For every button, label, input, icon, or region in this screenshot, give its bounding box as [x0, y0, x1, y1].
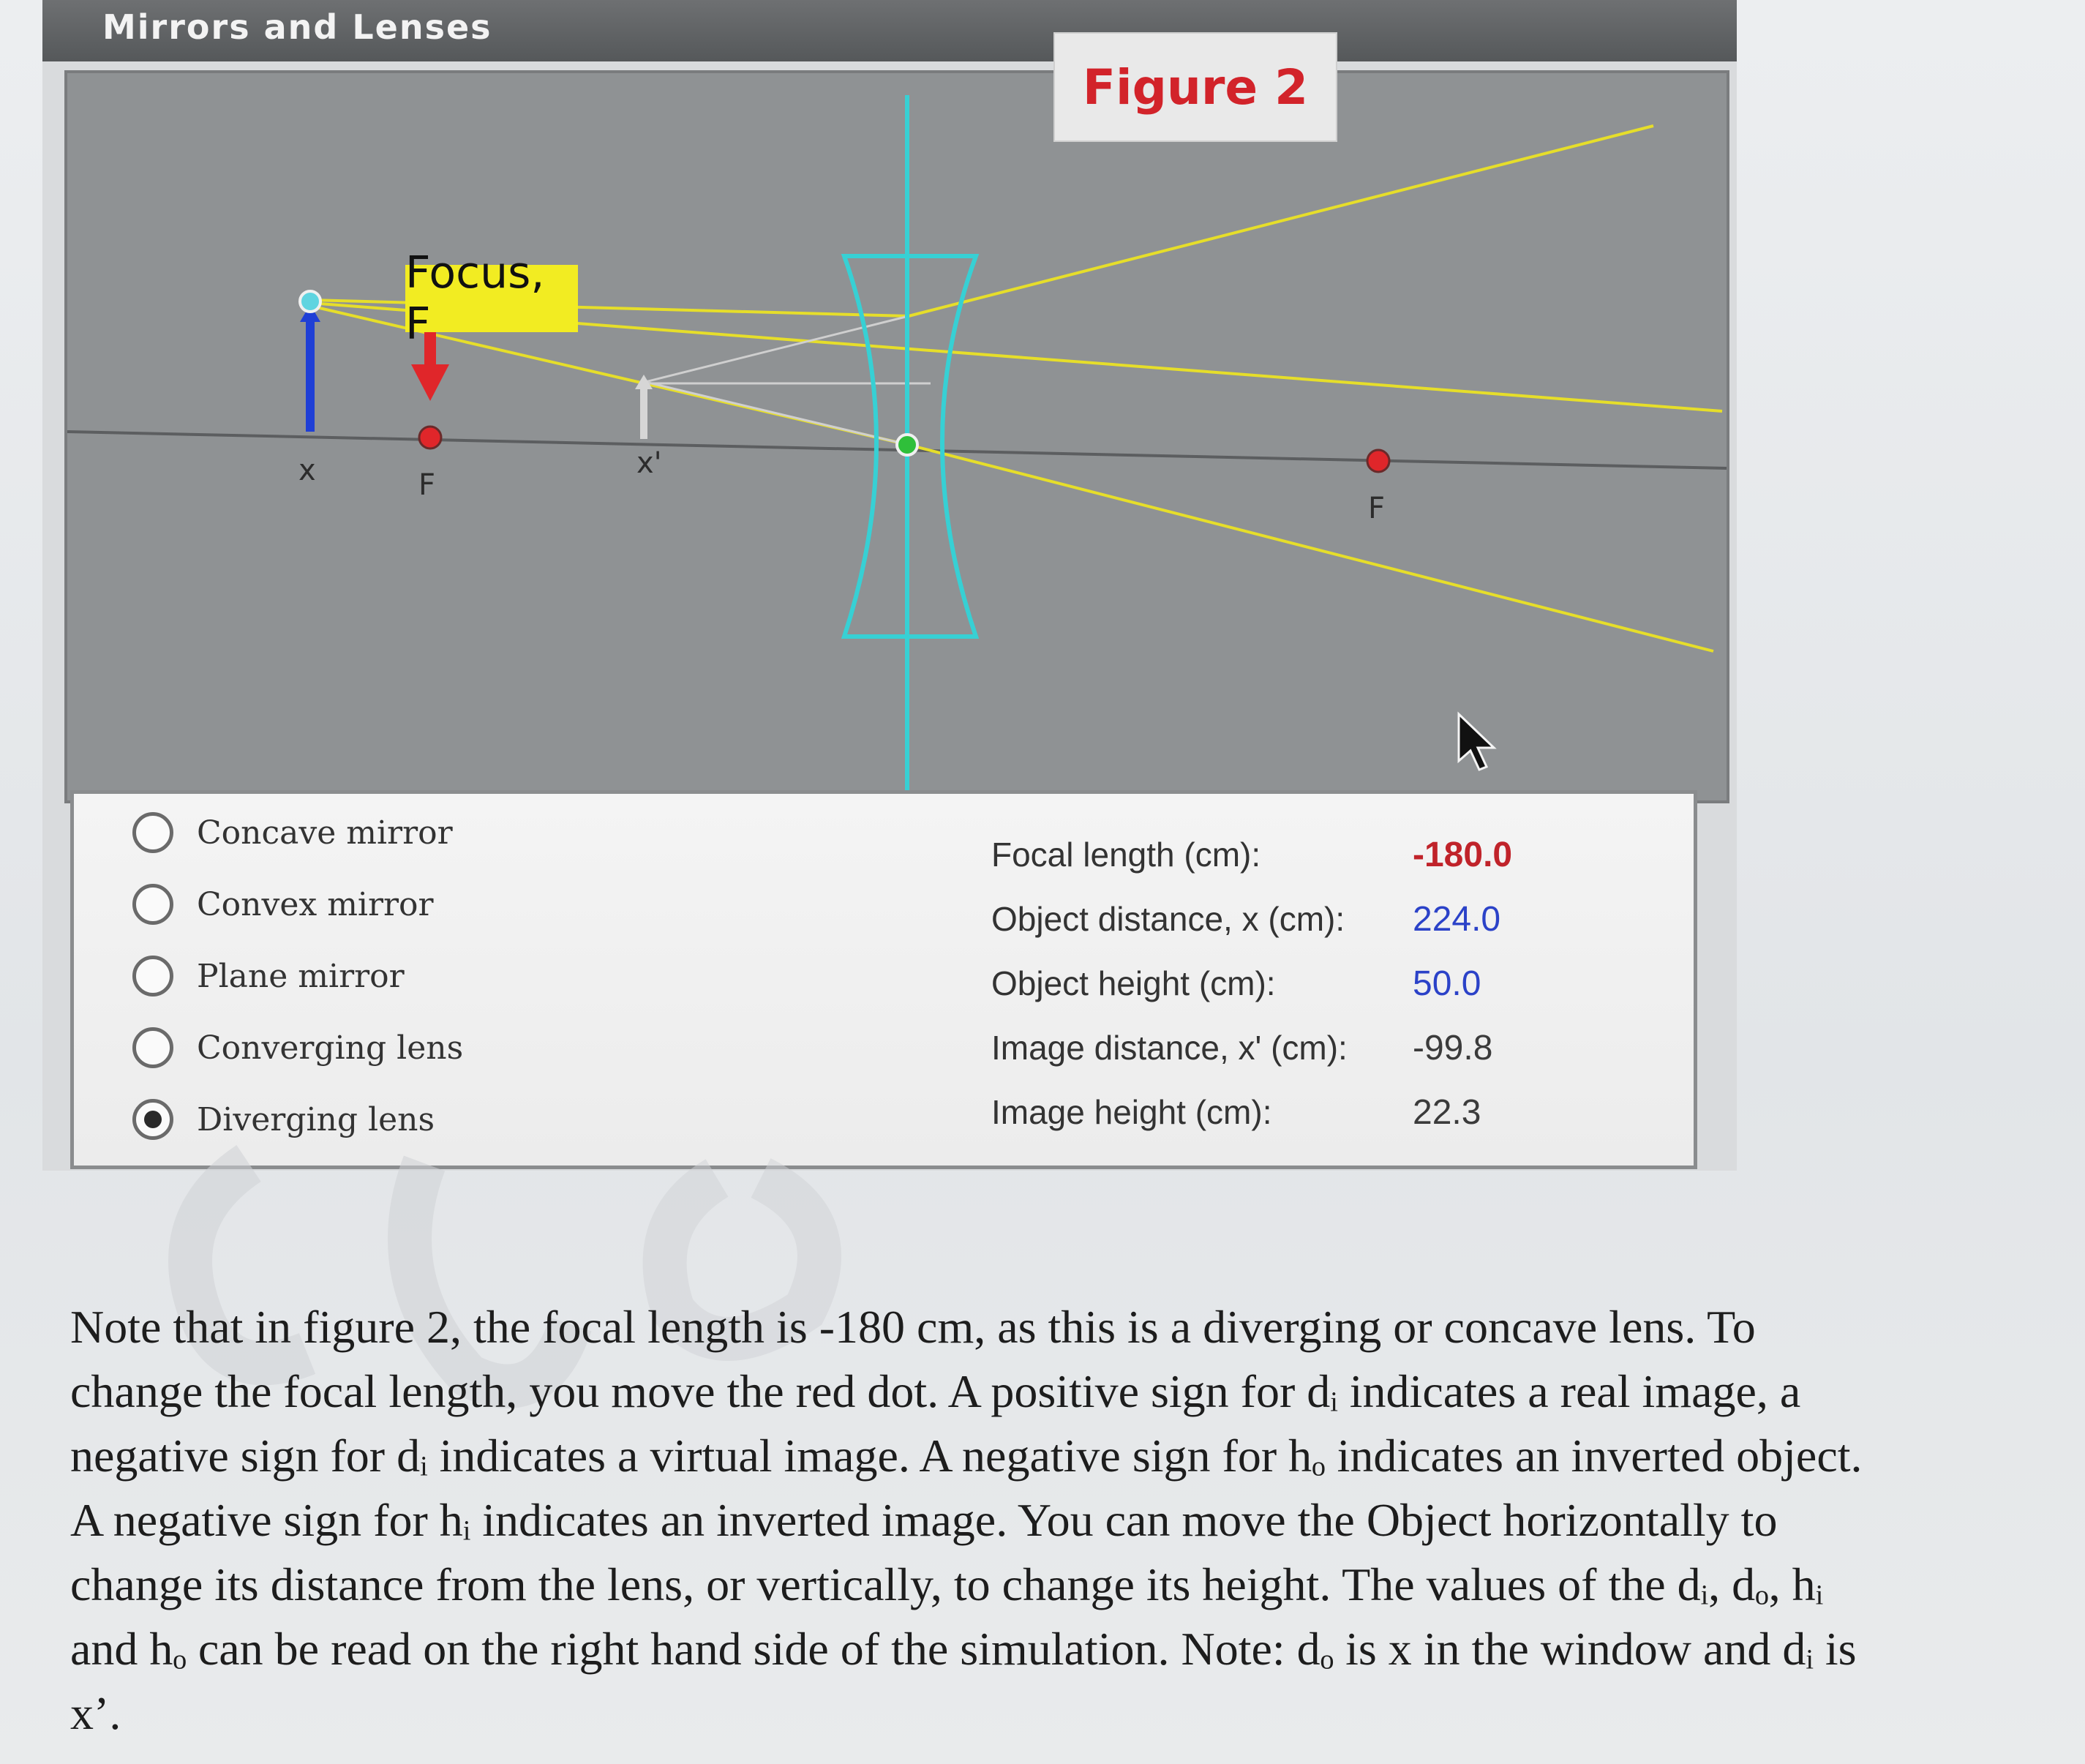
- option-label: Convex mirror: [197, 885, 434, 923]
- option-label: Concave mirror: [197, 814, 453, 852]
- readout-label-focal-length: Focal length (cm):: [991, 836, 1261, 874]
- figure-label-text: Figure 2: [1082, 59, 1309, 116]
- note-line: and hₒ can be read on the right hand side of the simulation. Note: dₒ is x in the window and dᵢ is: [70, 1623, 1857, 1675]
- note-line: change its distance from the lens, or vertically, to change its height. The values of the dᵢ, dₒ, hᵢ: [70, 1558, 1824, 1610]
- object-handle: [300, 291, 320, 312]
- radio-convex-mirror[interactable]: [132, 884, 173, 925]
- option-convex-mirror[interactable]: [132, 879, 434, 930]
- readout-value-image-distance: -99.8: [1413, 1029, 1493, 1067]
- readout-value-object-distance: 224.0: [1413, 900, 1501, 939]
- note-paragraph: [70, 1295, 2075, 1746]
- option-plane-mirror[interactable]: [132, 950, 405, 1002]
- focal-point-right: [1367, 450, 1389, 472]
- option-converging-lens[interactable]: [132, 1022, 463, 1073]
- focus-callout-text: Focus, F: [405, 247, 545, 350]
- focal-point-left: [419, 427, 441, 448]
- ray-parallel: [310, 300, 909, 316]
- ray-diverged-lower: [909, 445, 1713, 651]
- readout-label-image-height: Image height (cm):: [991, 1093, 1272, 1131]
- virtual-extension-lower: [645, 382, 909, 445]
- optics-drawing: [67, 73, 1727, 800]
- object-label: x: [298, 454, 316, 487]
- readout-value-focal-length: -180.0: [1413, 836, 1513, 874]
- readout-label-object-height: Object height (cm):: [991, 964, 1276, 1002]
- radio-concave-mirror[interactable]: [132, 812, 173, 853]
- cursor-icon: [1459, 714, 1494, 770]
- option-label: Converging lens: [197, 1029, 464, 1067]
- control-panel: [70, 790, 1697, 1169]
- image-label: x': [636, 446, 662, 480]
- focus-callout: [405, 247, 578, 350]
- focus-arrow-head: [411, 364, 449, 401]
- note-line: Note that in figure 2, the focal length is -180 cm, as this is a diverging or concave lens. To: [70, 1301, 1756, 1353]
- figure-label: [1053, 32, 1337, 142]
- note-line: change the focal length, you move the red dot. A positive sign for dᵢ indicates a real image, a: [70, 1365, 1801, 1417]
- readout-value-object-height: 50.0: [1413, 964, 1481, 1003]
- readout-value-image-height: 22.3: [1413, 1093, 1481, 1132]
- option-label: Diverging lens: [197, 1100, 435, 1138]
- ray-diverged-upper: [909, 126, 1653, 316]
- lens-center-point: [897, 435, 917, 455]
- radio-converging-lens[interactable]: [132, 1027, 173, 1068]
- readout-label-image-distance: Image distance, x' (cm):: [991, 1029, 1348, 1067]
- readout-label-object-distance: Object distance, x (cm):: [991, 900, 1345, 938]
- optics-canvas[interactable]: [64, 70, 1729, 803]
- note-line: negative sign for dᵢ indicates a virtual image. A negative sign for hₒ indicates an inverted object.: [70, 1430, 1863, 1482]
- option-concave-mirror[interactable]: [132, 807, 453, 858]
- option-label: Plane mirror: [197, 957, 405, 995]
- note-line: x’.: [70, 1687, 121, 1739]
- focus-right-label: F: [1368, 492, 1386, 525]
- app-title: Mirrors and Lenses: [102, 7, 492, 47]
- focus-left-label: F: [418, 468, 436, 502]
- note-line: A negative sign for hᵢ indicates an inverted image. You can move the Object horizontally to: [70, 1494, 1778, 1546]
- radio-plane-mirror[interactable]: [132, 956, 173, 997]
